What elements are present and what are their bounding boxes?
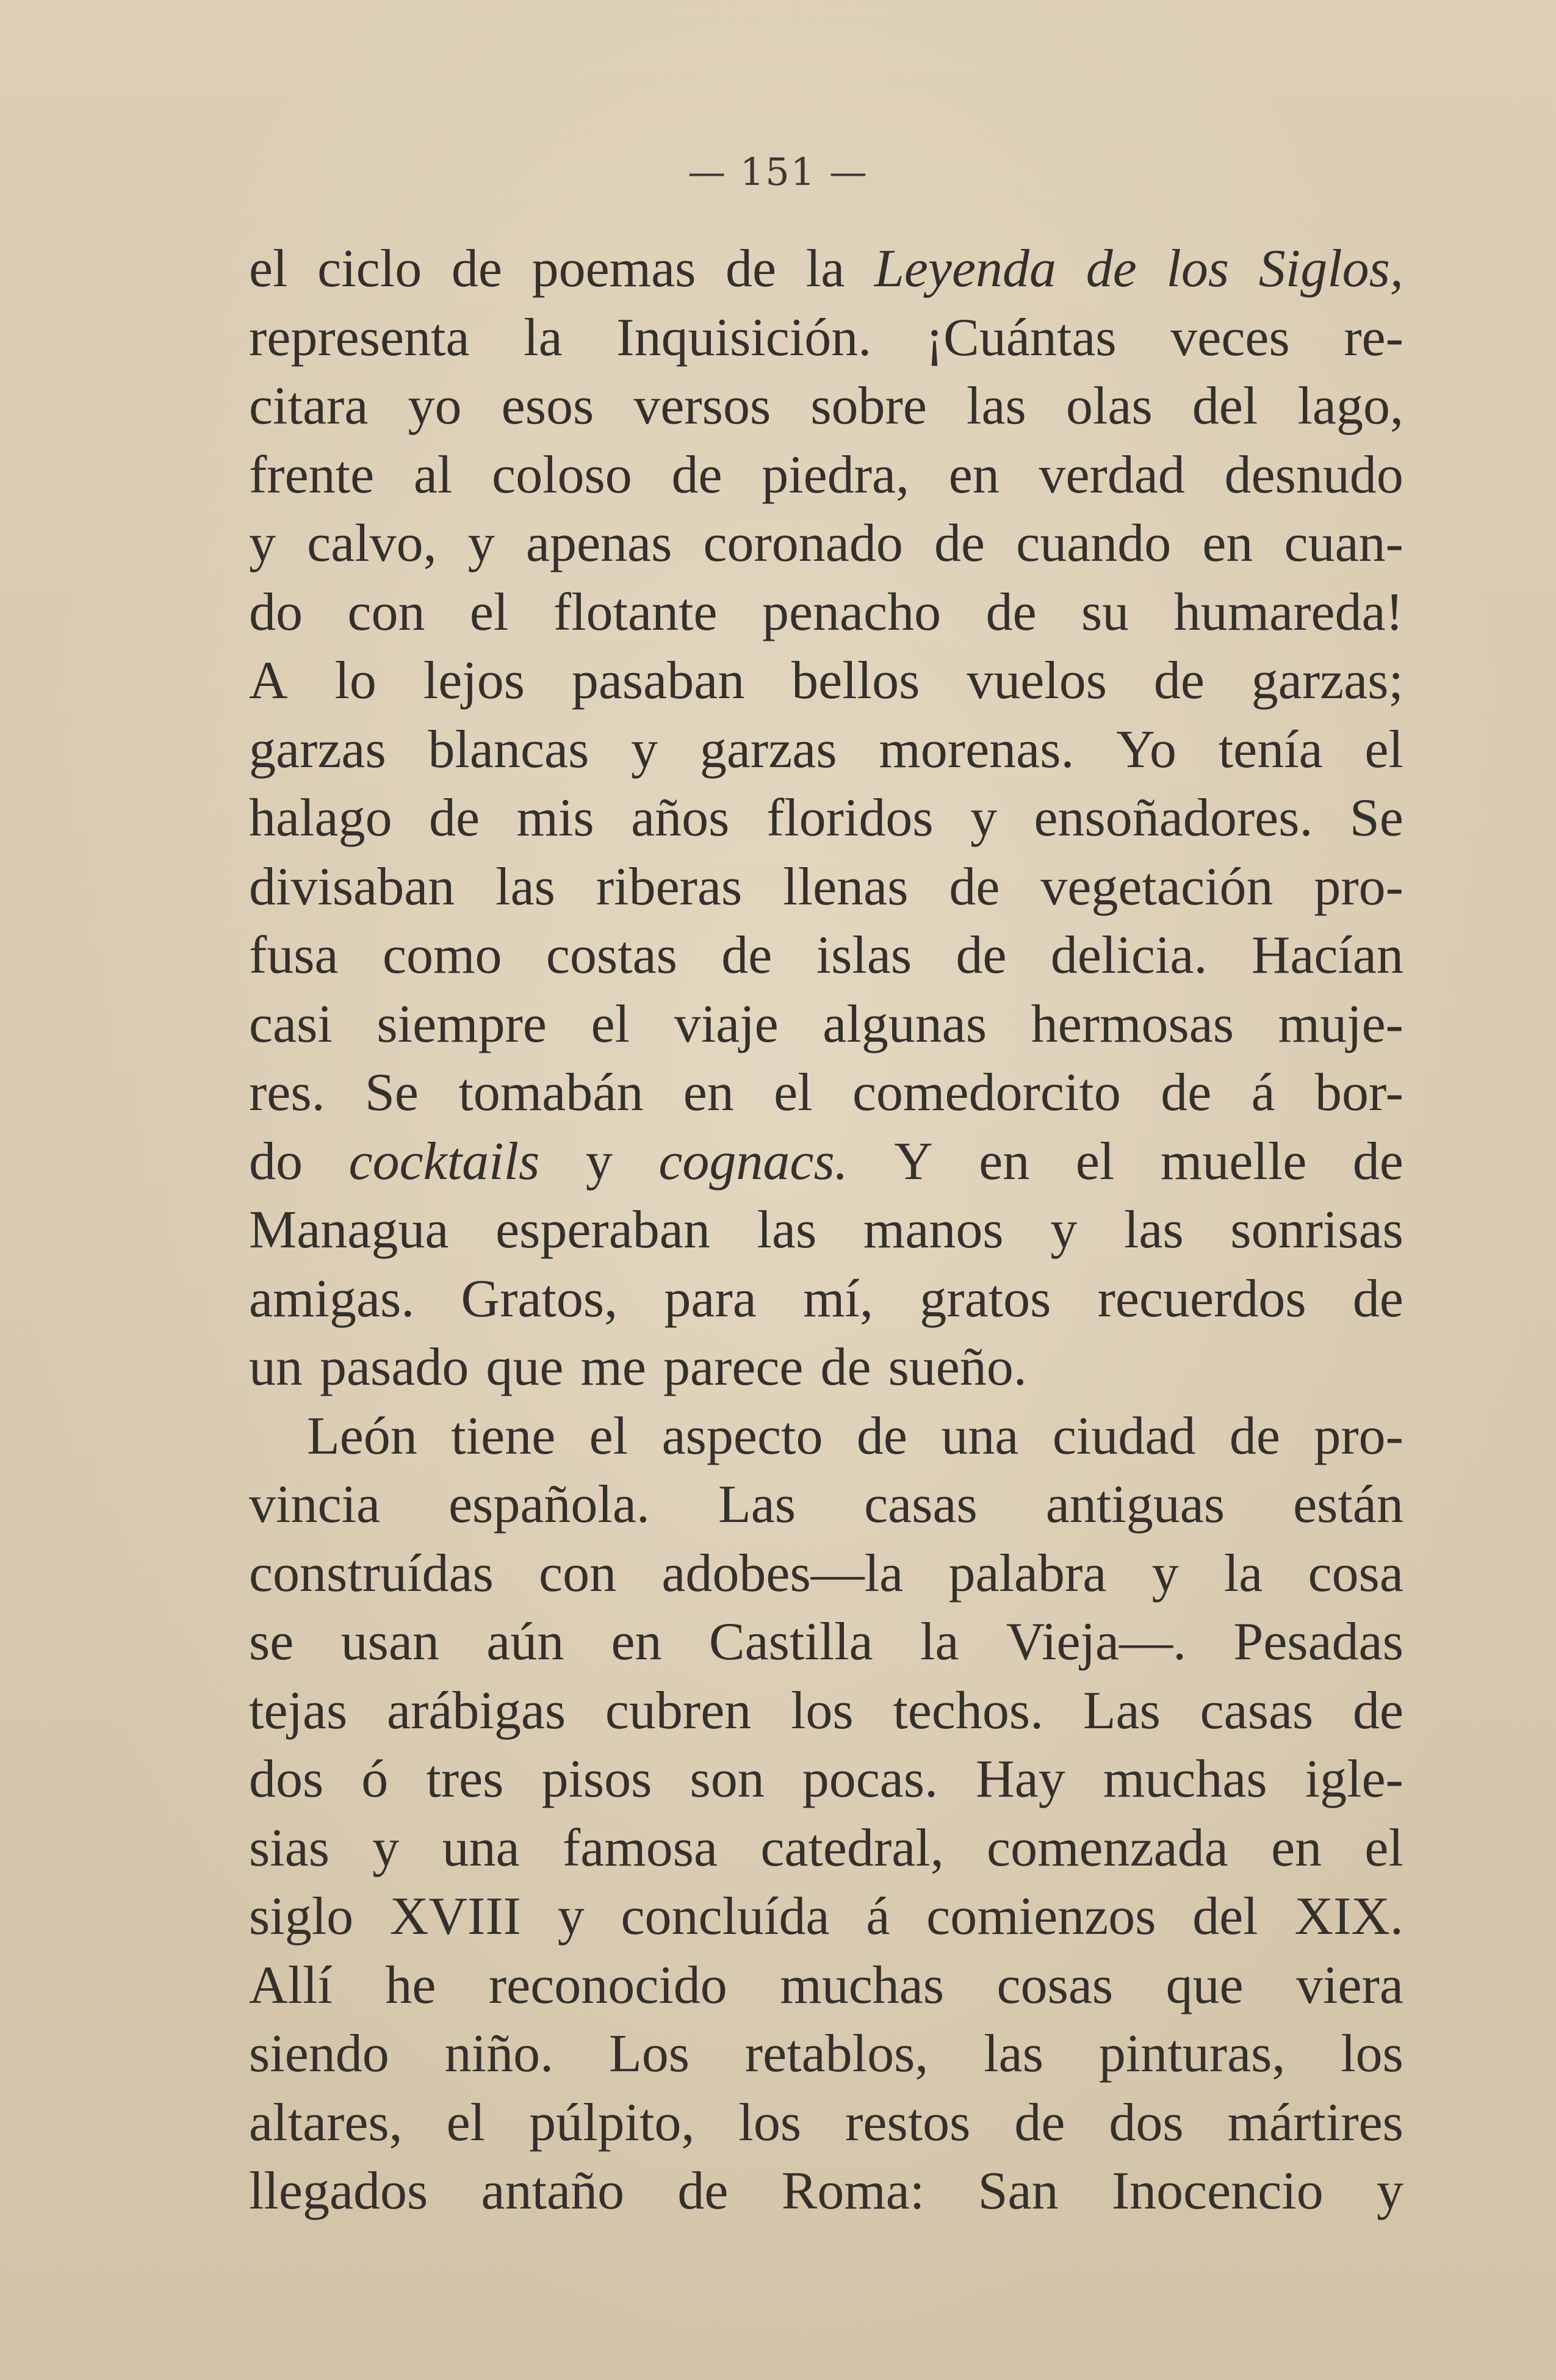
text-line <box>249 1952 1403 2021</box>
word: cocktails <box>348 1131 540 1191</box>
word: el <box>469 582 509 642</box>
text-line <box>249 1059 1403 1128</box>
word: Inocencio <box>1111 2162 1324 2221</box>
word: cosas <box>996 1955 1114 2015</box>
word: floridos <box>766 788 934 848</box>
word: y <box>467 514 495 573</box>
word: al <box>413 445 453 505</box>
word: de <box>1153 651 1205 710</box>
word: esperaban <box>495 1200 710 1260</box>
word: Hacían <box>1251 926 1403 985</box>
word: fusa <box>249 926 339 985</box>
word: y <box>1151 1543 1179 1603</box>
text-line <box>249 990 1403 1059</box>
word: frente <box>249 445 375 505</box>
word: altares, <box>249 2093 403 2152</box>
word: Yo <box>1116 719 1176 779</box>
word: cuan- <box>1284 514 1403 573</box>
text-line <box>249 1814 1403 1883</box>
word: niño. <box>444 2024 554 2083</box>
word: Roma: <box>781 2162 925 2221</box>
word: viaje <box>674 994 779 1054</box>
word: en <box>683 1063 734 1122</box>
word: años <box>631 788 730 848</box>
word: cuando <box>1016 514 1172 573</box>
word: española. <box>448 1475 650 1534</box>
word: apenas <box>525 514 672 573</box>
word: tres <box>426 1750 504 1809</box>
word: y <box>249 514 276 573</box>
word: antaño <box>481 2162 625 2221</box>
word: en <box>979 1131 1030 1191</box>
word: de <box>726 239 777 298</box>
word: antiguas <box>1045 1475 1225 1534</box>
word: mis <box>516 788 594 848</box>
text-line <box>249 1402 1403 1471</box>
word: sobre <box>810 377 927 436</box>
word: cognacs. <box>658 1131 848 1191</box>
word: la <box>1223 1543 1263 1603</box>
word: usan <box>340 1612 439 1671</box>
word: cosa <box>1308 1543 1403 1603</box>
word: de <box>1352 1131 1403 1191</box>
word: del <box>1192 377 1258 436</box>
word: riberas <box>596 857 743 917</box>
word: y <box>631 719 658 779</box>
word: mártires <box>1227 2093 1403 2152</box>
word: para <box>664 1269 757 1329</box>
text-line <box>249 579 1403 647</box>
word: á <box>1251 1063 1275 1122</box>
text-line <box>249 716 1403 785</box>
text-line <box>249 1540 1403 1609</box>
word: en <box>1271 1818 1322 1878</box>
word: Hay <box>976 1750 1065 1809</box>
word: palabra <box>948 1543 1107 1603</box>
body-text <box>249 235 1403 2226</box>
word: Pesadas <box>1233 1612 1403 1671</box>
word: reconocido <box>488 1955 727 2015</box>
word: hermosas <box>1031 994 1234 1054</box>
word: se <box>249 1612 294 1671</box>
word: Castilla <box>708 1612 873 1671</box>
word: garzas; <box>1251 651 1403 710</box>
word: de <box>1014 2093 1065 2152</box>
word: y <box>1050 1200 1078 1260</box>
word: morenas. <box>879 719 1075 779</box>
word: las <box>757 1200 817 1260</box>
word: yo <box>408 377 462 436</box>
word: que <box>486 1338 564 1397</box>
word: techos. <box>893 1681 1044 1740</box>
word: llenas <box>783 857 909 917</box>
word: re- <box>1344 308 1403 367</box>
word: el <box>1364 1818 1403 1878</box>
text-line <box>249 510 1403 579</box>
word: retablos, <box>744 2024 929 2083</box>
word: desnudo <box>1224 445 1403 505</box>
text-line <box>249 784 1403 853</box>
word: de <box>820 1338 871 1397</box>
word: Managua <box>249 1200 449 1260</box>
word: la <box>524 308 563 367</box>
word: tenía <box>1218 719 1323 779</box>
word: res. <box>249 1063 325 1122</box>
word: comenzada <box>987 1818 1228 1878</box>
word: sias <box>249 1818 330 1878</box>
word: tomabán <box>458 1063 644 1122</box>
word: San <box>978 2162 1059 2221</box>
word: su <box>1081 582 1129 642</box>
word: de <box>671 445 722 505</box>
word: las <box>495 857 555 917</box>
word: dos <box>249 1750 324 1809</box>
word: islas <box>816 926 912 985</box>
word: algunas <box>823 994 987 1054</box>
word: de <box>985 582 1037 642</box>
word: siendo <box>249 2024 389 2083</box>
word: de <box>451 239 502 298</box>
word: vincia <box>249 1475 381 1534</box>
word: adobes—la <box>661 1543 904 1603</box>
word: Allí <box>249 1955 333 2015</box>
word: lo <box>334 651 376 710</box>
word: de <box>949 857 1000 917</box>
word: de <box>1352 1269 1403 1329</box>
word: comedorcito <box>852 1063 1121 1122</box>
word: vegetación <box>1040 857 1273 917</box>
word: aspecto <box>661 1406 823 1466</box>
word: divisaban <box>249 857 455 917</box>
word: la <box>805 239 845 298</box>
word: me <box>580 1338 646 1397</box>
word: Leyenda <box>874 239 1057 298</box>
word: blancas <box>428 719 589 779</box>
word: casas <box>1200 1681 1314 1740</box>
text-line <box>249 372 1403 441</box>
word: Vieja—. <box>1006 1612 1187 1671</box>
word: gratos <box>920 1269 1051 1329</box>
word: y <box>970 788 998 848</box>
word: León <box>307 1406 417 1466</box>
word: el <box>591 994 630 1054</box>
word: de <box>1161 1063 1212 1122</box>
word: verdad <box>1039 445 1185 505</box>
word: de <box>956 926 1007 985</box>
word: construídas <box>249 1543 494 1603</box>
word: las <box>984 2024 1043 2083</box>
word: tiene <box>451 1406 556 1466</box>
word: pinturas, <box>1098 2024 1286 2083</box>
word: representa <box>249 308 470 367</box>
word: manos <box>863 1200 1004 1260</box>
text-line <box>249 647 1403 716</box>
word: los <box>790 1681 854 1740</box>
word: las <box>1123 1200 1184 1260</box>
word: llegados <box>249 2162 428 2221</box>
word: muchas <box>1103 1750 1267 1809</box>
word: versos <box>633 377 771 436</box>
word: Siglos, <box>1258 239 1403 298</box>
word: garzas <box>699 719 837 779</box>
word: de <box>1086 239 1137 298</box>
word: ó <box>361 1750 389 1809</box>
word: lago, <box>1297 377 1403 436</box>
word: pocas. <box>802 1750 938 1809</box>
word: en <box>948 445 1000 505</box>
word: ¡Cuántas <box>925 308 1117 367</box>
word: y <box>585 1131 613 1191</box>
word: concluída <box>621 1887 830 1946</box>
word: costas <box>546 926 677 985</box>
word: comienzos <box>926 1887 1156 1946</box>
text-line <box>249 1745 1403 1814</box>
word: el <box>589 1406 629 1466</box>
text-line <box>249 1265 1403 1334</box>
word: el <box>249 239 288 298</box>
text-line <box>249 1883 1403 1952</box>
word: de <box>677 2162 729 2221</box>
word: casi <box>249 994 333 1054</box>
word: los <box>1166 239 1230 298</box>
word: veces <box>1170 308 1290 367</box>
word: el <box>1364 719 1403 779</box>
word: do <box>249 582 303 642</box>
word: recuerdos <box>1097 1269 1306 1329</box>
word: parece <box>663 1338 804 1397</box>
word: flotante <box>553 582 718 642</box>
word: pro- <box>1314 1406 1403 1466</box>
word: mí, <box>803 1269 873 1329</box>
word: famosa <box>562 1818 718 1878</box>
word: en <box>611 1612 662 1671</box>
word: las <box>967 377 1026 436</box>
word: coronado <box>703 514 903 573</box>
text-line <box>249 1333 1403 1402</box>
word: he <box>385 1955 436 2015</box>
word: igle- <box>1305 1750 1403 1809</box>
text-line <box>249 921 1403 990</box>
word: XIX. <box>1294 1887 1403 1946</box>
word: un <box>249 1338 303 1397</box>
word: muchas <box>780 1955 945 2015</box>
text-line <box>249 853 1403 922</box>
word: tejas <box>249 1681 348 1740</box>
word: son <box>690 1750 765 1809</box>
word: humareda! <box>1173 582 1403 642</box>
word: coloso <box>492 445 632 505</box>
word: casas <box>864 1475 978 1534</box>
word: citara <box>249 377 369 436</box>
word: con <box>539 1543 617 1603</box>
word: esos <box>501 377 594 436</box>
word: y <box>557 1887 585 1946</box>
word: Se <box>1349 788 1403 848</box>
word: una <box>442 1818 520 1878</box>
word: siglo <box>249 1887 354 1946</box>
word: restos <box>845 2093 971 2152</box>
word: los <box>738 2093 802 2152</box>
word: que <box>1165 1955 1244 2015</box>
word: Gratos, <box>461 1269 618 1329</box>
word: delicia. <box>1050 926 1208 985</box>
word: catedral, <box>760 1818 944 1878</box>
word: garzas <box>249 719 386 779</box>
word: están <box>1293 1475 1403 1534</box>
word: poemas <box>531 239 696 298</box>
word: la <box>920 1612 959 1671</box>
word: calvo, <box>307 514 437 573</box>
text-line <box>249 1471 1403 1540</box>
word: y <box>372 1818 400 1878</box>
word: con <box>347 582 425 642</box>
word: de <box>934 514 985 573</box>
word: halago <box>249 788 392 848</box>
word: pro- <box>1314 857 1403 917</box>
word: dos <box>1109 2093 1184 2152</box>
text-line <box>249 1128 1403 1197</box>
word: siempre <box>376 994 547 1054</box>
word: el <box>446 2093 486 2152</box>
word: en <box>1202 514 1253 573</box>
word: muelle <box>1160 1131 1307 1191</box>
word: ciclo <box>317 239 422 298</box>
word: del <box>1192 1887 1258 1946</box>
word: viera <box>1296 1955 1403 2015</box>
word: XVIII <box>389 1887 521 1946</box>
text-line <box>249 1196 1403 1265</box>
word: arábigas <box>386 1681 566 1740</box>
word: el <box>1075 1131 1115 1191</box>
text-line <box>249 1608 1403 1677</box>
text-line <box>249 304 1403 373</box>
word: Las <box>718 1475 796 1534</box>
word: piedra, <box>762 445 910 505</box>
word: de <box>1352 1681 1403 1740</box>
word: A <box>249 651 288 710</box>
word: el <box>774 1063 813 1122</box>
text-line <box>249 441 1403 510</box>
text-line <box>249 2020 1403 2089</box>
text-line <box>249 2157 1403 2226</box>
word: á <box>866 1887 890 1946</box>
word: Y <box>894 1131 933 1191</box>
word: do <box>249 1131 303 1191</box>
word: aún <box>486 1612 564 1671</box>
word: penacho <box>762 582 942 642</box>
word: como <box>382 926 502 985</box>
word: pisos <box>541 1750 652 1809</box>
word: lejos <box>423 651 525 710</box>
word: muje- <box>1278 994 1403 1054</box>
word: bor- <box>1315 1063 1403 1122</box>
text-line <box>249 2089 1403 2158</box>
word: ciudad <box>1052 1406 1196 1466</box>
word: amigas. <box>249 1269 415 1329</box>
word: vuelos <box>967 651 1107 710</box>
word: una <box>941 1406 1019 1466</box>
word: cubren <box>605 1681 752 1740</box>
word: ensoñadores. <box>1034 788 1313 848</box>
word: Inquisición. <box>616 308 872 367</box>
word: Los <box>608 2024 690 2083</box>
word: de <box>1229 1406 1280 1466</box>
text-line <box>249 235 1403 304</box>
word: Se <box>364 1063 419 1122</box>
page-number: — 151 — <box>688 150 868 194</box>
word: pasaban <box>571 651 745 710</box>
word: y <box>1377 2162 1403 2221</box>
word: olas <box>1065 377 1153 436</box>
word: de <box>429 788 480 848</box>
word: púlpito, <box>529 2093 695 2152</box>
word: Las <box>1082 1681 1161 1740</box>
word: los <box>1341 2024 1403 2083</box>
text-line <box>249 1677 1403 1746</box>
word: pasado <box>320 1338 469 1397</box>
word: bellos <box>791 651 920 710</box>
word: sonrisas <box>1230 1200 1403 1260</box>
word: de <box>721 926 773 985</box>
word: de <box>856 1406 907 1466</box>
word: sueño. <box>888 1338 1027 1397</box>
